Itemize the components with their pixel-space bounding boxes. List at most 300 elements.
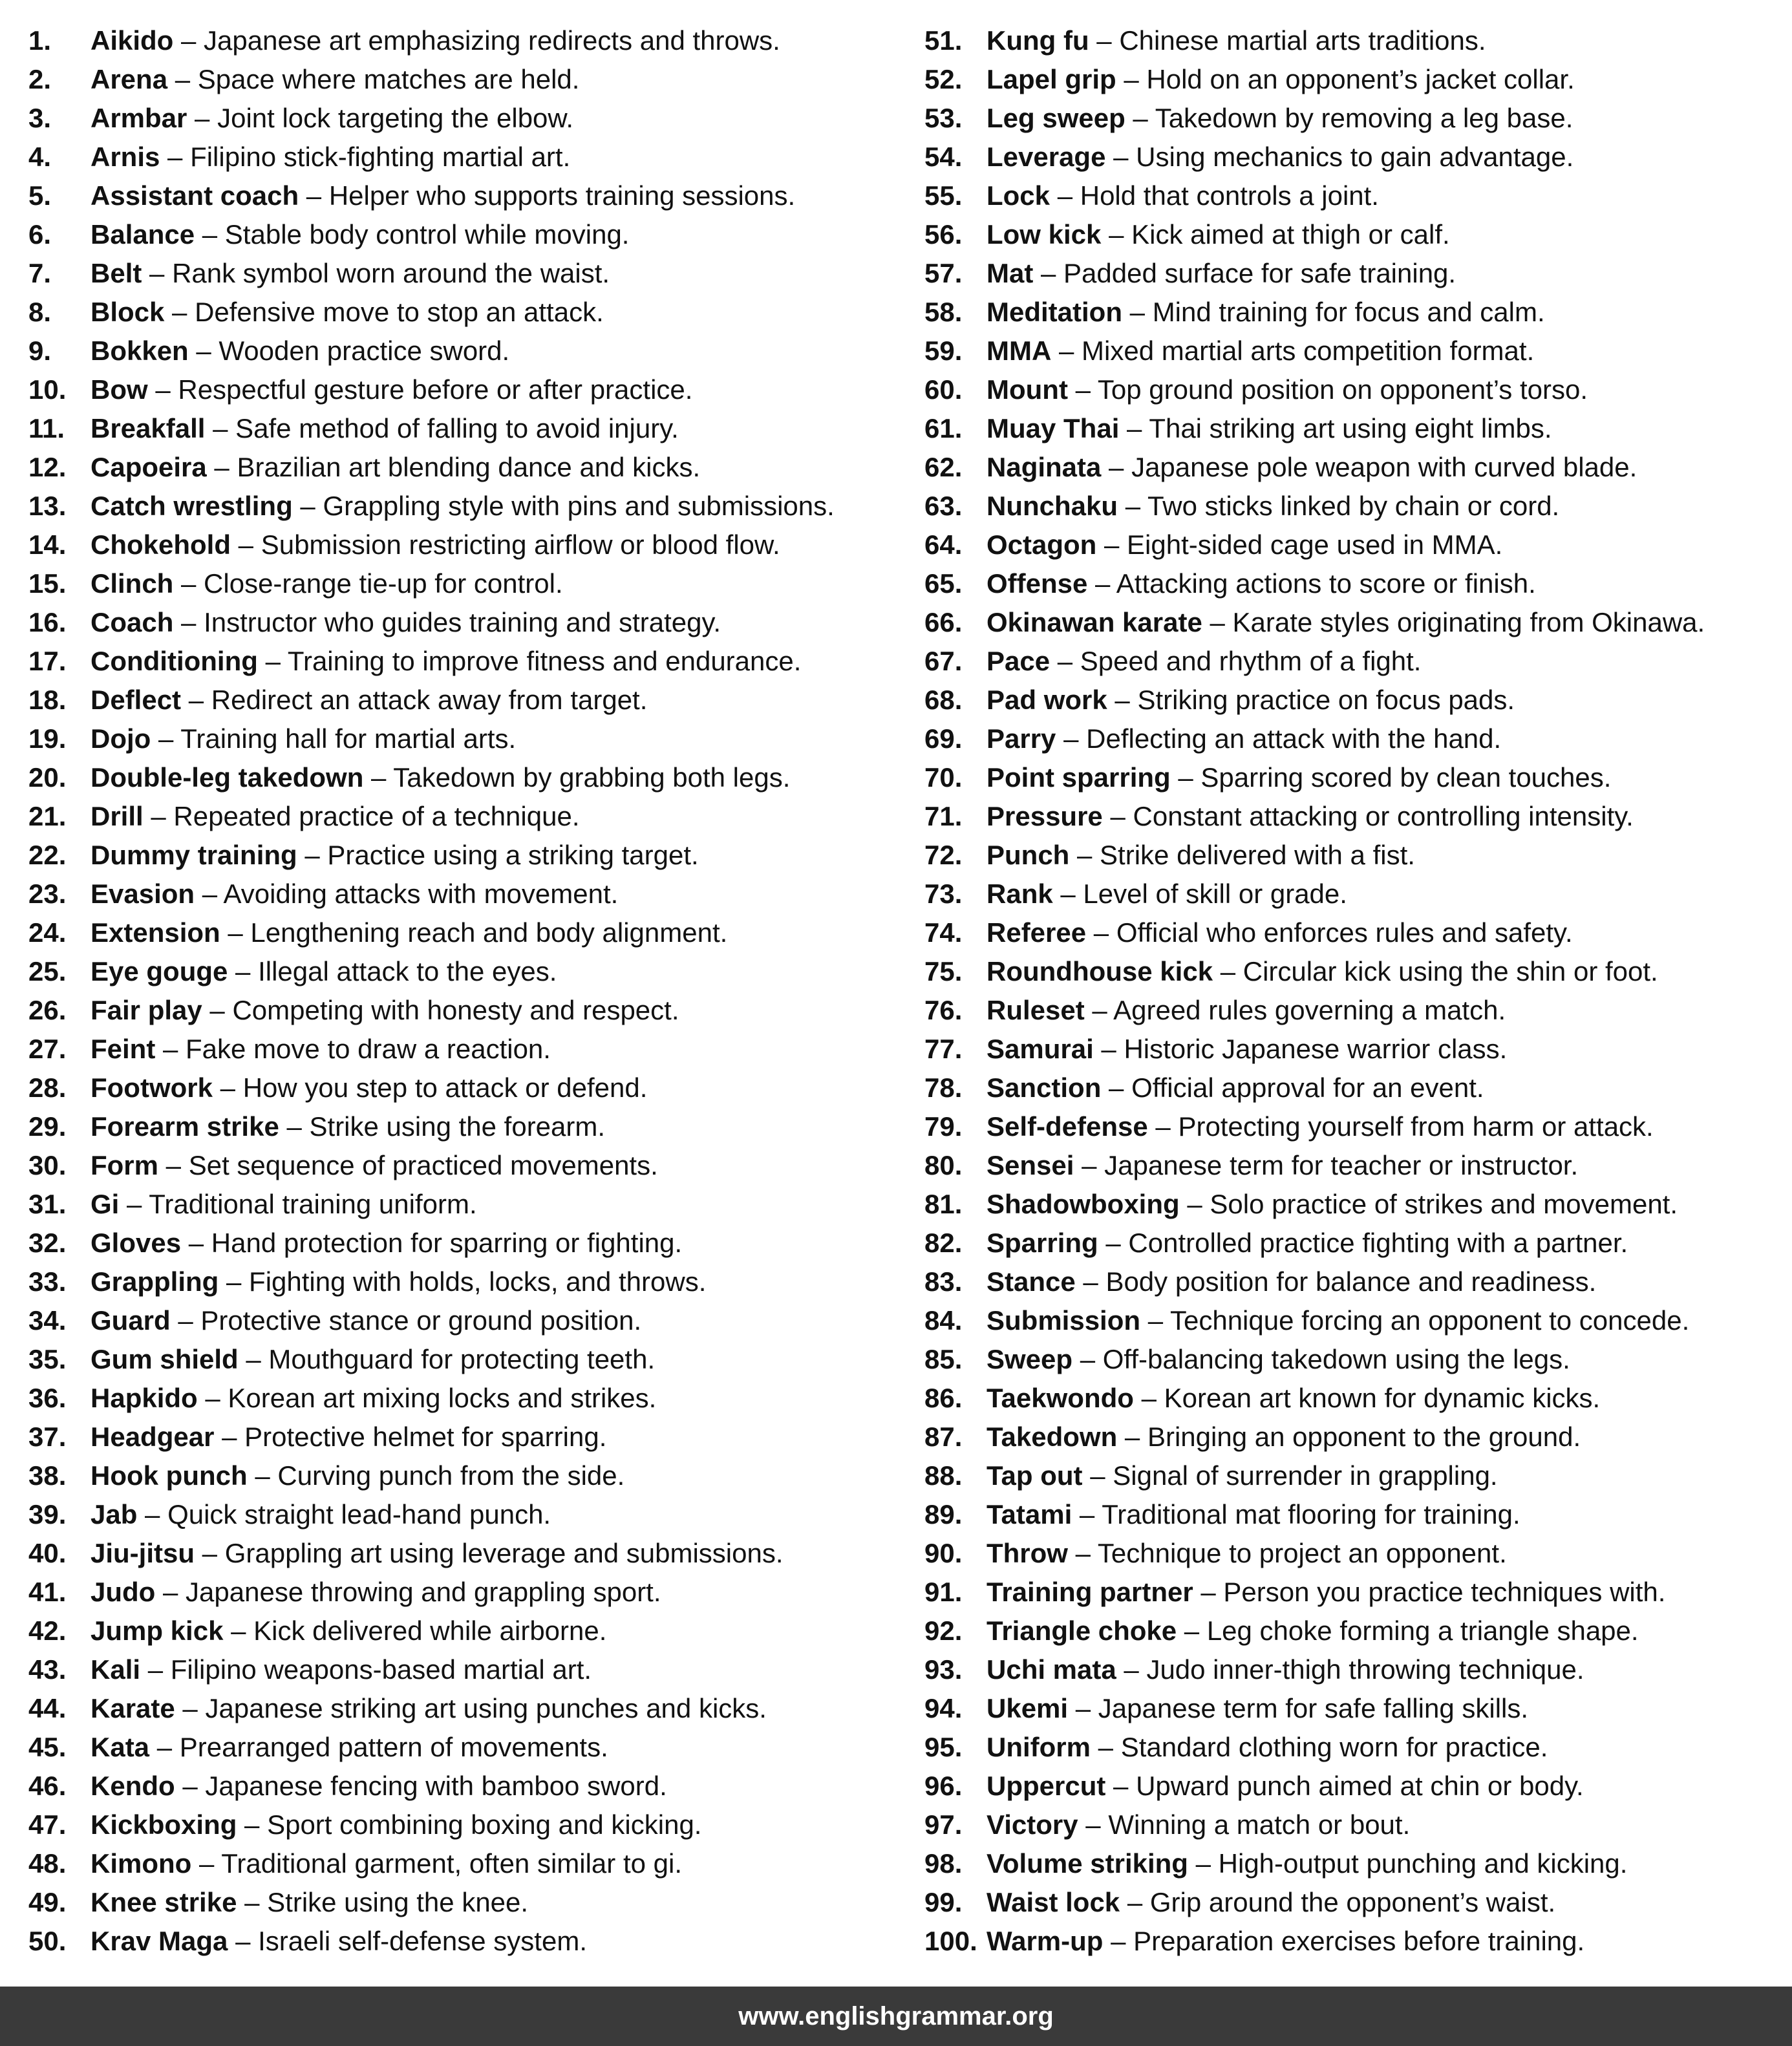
item-text — [987, 487, 1559, 526]
item-text — [91, 1340, 655, 1379]
item-text — [91, 1573, 661, 1612]
item-text — [987, 215, 1450, 254]
list-item — [924, 1224, 1778, 1263]
list-item — [924, 370, 1778, 409]
item-text — [91, 1534, 784, 1573]
list-item — [924, 913, 1778, 952]
item-text — [987, 1534, 1507, 1573]
term-separator: – — [155, 1577, 186, 1607]
item-number: 28. — [28, 1072, 67, 1103]
term-separator: – — [147, 374, 178, 405]
term-name: Clinch — [91, 568, 174, 599]
item-text — [987, 564, 1536, 603]
term-separator: – — [119, 1189, 149, 1219]
term-definition: Official approval for an event. — [1131, 1072, 1484, 1103]
list-item — [28, 448, 895, 487]
term-name: Mount — [987, 374, 1068, 405]
list-item — [28, 1806, 895, 1844]
term-name: Headgear — [91, 1422, 215, 1452]
term-name: Jiu-jitsu — [91, 1538, 195, 1568]
item-text — [91, 215, 629, 254]
item-text — [987, 913, 1573, 952]
item-text — [987, 952, 1658, 991]
item-number: 90. — [924, 1538, 963, 1568]
item-number: 87. — [924, 1422, 963, 1452]
term-name: Evasion — [91, 879, 195, 909]
term-definition: Repeated practice of a technique. — [173, 801, 580, 831]
term-definition: Stable body control while moving. — [224, 219, 630, 250]
term-separator: – — [219, 1266, 250, 1297]
term-separator: – — [155, 1034, 186, 1064]
term-name: Pressure — [987, 801, 1103, 831]
term-definition: Agreed rules governing a match. — [1113, 995, 1506, 1025]
item-number: 29. — [28, 1111, 67, 1142]
item-number: 37. — [28, 1422, 67, 1452]
item-text — [91, 1185, 477, 1224]
item-number: 84. — [924, 1305, 963, 1336]
item-number: 51. — [924, 25, 963, 56]
list-item — [28, 1883, 895, 1922]
item-number: 49. — [28, 1887, 67, 1917]
item-number: 96. — [924, 1771, 963, 1801]
term-definition: Safe method of falling to avoid injury. — [235, 413, 679, 443]
term-definition: How you step to attack or defend. — [242, 1072, 648, 1103]
term-name: Self-defense — [987, 1111, 1148, 1142]
item-text — [91, 1030, 551, 1069]
term-definition: Wooden practice sword. — [219, 336, 510, 366]
item-number: 55. — [924, 180, 963, 211]
term-separator: – — [1096, 529, 1127, 560]
list-item — [28, 138, 895, 176]
term-separator: – — [1091, 1732, 1121, 1762]
list-item — [28, 564, 895, 603]
footer-website: www.englishgrammar.org — [738, 2002, 1054, 2030]
term-name: Punch — [987, 840, 1070, 870]
item-text — [91, 1456, 624, 1495]
term-separator: – — [206, 452, 237, 482]
term-name: Form — [91, 1150, 158, 1180]
term-name: Gloves — [91, 1228, 182, 1258]
list-item — [924, 1107, 1778, 1146]
term-definition: Grappling art using leverage and submissions. — [224, 1538, 784, 1568]
item-text — [987, 1030, 1507, 1069]
item-number: 41. — [28, 1577, 67, 1607]
term-definition: Redirect an attack away from target. — [211, 685, 648, 715]
term-separator: – — [1033, 258, 1064, 288]
term-definition: Body position for balance and readiness. — [1105, 1266, 1597, 1297]
term-name: Coach — [91, 607, 174, 637]
item-number: 77. — [924, 1034, 963, 1064]
term-separator: – — [1098, 1228, 1129, 1258]
term-separator: – — [1068, 1693, 1098, 1723]
term-definition: Traditional training uniform. — [149, 1189, 477, 1219]
term-definition: Bringing an opponent to the ground. — [1147, 1422, 1581, 1452]
list-item — [924, 409, 1778, 448]
list-item — [924, 1030, 1778, 1069]
term-separator: – — [137, 1499, 168, 1529]
term-name: Kimono — [91, 1848, 192, 1879]
list-item — [924, 1185, 1778, 1224]
term-definition: Off-balancing takedown using the legs. — [1102, 1344, 1570, 1374]
term-separator: – — [1177, 1615, 1207, 1646]
list-item — [28, 332, 895, 370]
term-separator: – — [363, 762, 394, 793]
term-separator: – — [167, 64, 198, 94]
term-definition: Set sequence of practiced movements. — [188, 1150, 658, 1180]
item-text — [987, 99, 1573, 138]
term-definition: Deflecting an attack with the hand. — [1086, 723, 1502, 754]
term-name: Feint — [91, 1034, 156, 1064]
term-definition: Traditional garment, often similar to gi. — [221, 1848, 682, 1879]
item-text — [91, 797, 579, 836]
item-text — [987, 138, 1573, 176]
term-definition: Winning a match or bout. — [1108, 1809, 1411, 1840]
term-name: Grappling — [91, 1266, 219, 1297]
term-separator: – — [1101, 452, 1132, 482]
item-text — [91, 332, 509, 370]
item-number: 4. — [28, 142, 52, 172]
term-name: Balance — [91, 219, 195, 250]
list-item — [924, 1418, 1778, 1456]
item-number: 80. — [924, 1150, 963, 1180]
term-name: Belt — [91, 258, 142, 288]
term-name: Block — [91, 297, 165, 327]
term-definition: Strike using the forearm. — [309, 1111, 606, 1142]
item-number: 13. — [28, 491, 67, 521]
list-item — [924, 1146, 1778, 1185]
term-definition: Defensive move to stop an attack. — [195, 297, 604, 327]
term-definition: Training hall for martial arts. — [180, 723, 517, 754]
item-text — [91, 370, 692, 409]
list-item — [924, 1612, 1778, 1650]
term-separator: – — [1202, 607, 1233, 637]
term-separator: – — [1147, 1111, 1179, 1142]
term-separator: – — [1078, 1809, 1109, 1840]
item-number: 85. — [924, 1344, 963, 1374]
term-separator: – — [1074, 1150, 1105, 1180]
term-definition: Mind training for focus and calm. — [1152, 297, 1545, 327]
term-definition: Hold on an opponent’s jacket collar. — [1146, 64, 1575, 94]
item-text — [91, 60, 579, 99]
term-separator: – — [1122, 297, 1153, 327]
item-number: 26. — [28, 995, 67, 1025]
list-item — [924, 215, 1778, 254]
item-text — [987, 332, 1534, 370]
term-definition: Curving punch from the side. — [277, 1460, 625, 1491]
item-number: 9. — [28, 336, 52, 366]
item-text — [987, 603, 1705, 642]
item-text — [91, 758, 790, 797]
list-item — [924, 642, 1778, 681]
term-definition: Attacking actions to score or finish. — [1116, 568, 1536, 599]
item-text — [987, 642, 1421, 681]
term-list-right — [924, 21, 1778, 1961]
item-number: 74. — [924, 917, 963, 948]
item-number: 56. — [924, 219, 963, 250]
term-separator: – — [197, 1383, 228, 1413]
item-number: 19. — [28, 723, 67, 754]
item-text — [91, 603, 721, 642]
item-text — [987, 60, 1575, 99]
item-number: 72. — [924, 840, 963, 870]
list-item — [924, 332, 1778, 370]
item-text — [91, 1379, 656, 1418]
list-item — [28, 681, 895, 719]
item-text — [91, 913, 727, 952]
item-number: 30. — [28, 1150, 67, 1180]
term-name: Waist lock — [987, 1887, 1120, 1917]
term-definition: Training to improve fitness and endurance. — [287, 646, 802, 676]
item-number: 98. — [924, 1848, 963, 1879]
term-name: Leverage — [987, 142, 1106, 172]
term-definition: Padded surface for safe training. — [1063, 258, 1456, 288]
term-separator: – — [231, 529, 261, 560]
item-number: 88. — [924, 1460, 963, 1491]
item-number: 91. — [924, 1577, 963, 1607]
term-separator: – — [1103, 1926, 1134, 1956]
term-definition: Rank symbol worn around the waist. — [172, 258, 610, 288]
item-number: 78. — [924, 1072, 963, 1103]
item-number: 11. — [28, 413, 65, 443]
term-name: Offense — [987, 568, 1088, 599]
item-text — [987, 1107, 1654, 1146]
term-definition: Grip around the opponent’s waist. — [1149, 1887, 1556, 1917]
item-number: 47. — [28, 1809, 67, 1840]
term-separator: – — [228, 956, 259, 986]
item-number: 75. — [924, 956, 963, 986]
term-name: Breakfall — [91, 413, 206, 443]
term-name: Nunchaku — [987, 491, 1118, 521]
list-item — [28, 370, 895, 409]
list-item — [28, 215, 895, 254]
item-number: 53. — [924, 103, 963, 133]
item-number: 79. — [924, 1111, 963, 1142]
term-name: Hook punch — [91, 1460, 248, 1491]
term-name: Double-leg takedown — [91, 762, 364, 793]
term-definition: Mixed martial arts competition format. — [1082, 336, 1535, 366]
term-definition: Joint lock targeting the elbow. — [217, 103, 574, 133]
list-item — [28, 293, 895, 332]
item-number: 6. — [28, 219, 52, 250]
list-item — [924, 991, 1778, 1030]
item-number: 40. — [28, 1538, 67, 1568]
term-name: Tap out — [987, 1460, 1083, 1491]
term-name: Ruleset — [987, 995, 1085, 1025]
item-text — [987, 1922, 1584, 1961]
list-item — [924, 21, 1778, 60]
term-name: Arnis — [91, 142, 160, 172]
term-name: Capoeira — [91, 452, 207, 482]
term-name: Mat — [987, 258, 1034, 288]
list-item — [924, 1069, 1778, 1107]
term-definition: Filipino weapons-based martial art. — [170, 1654, 592, 1685]
term-separator: – — [1125, 103, 1155, 133]
list-item — [28, 991, 895, 1030]
term-separator: – — [247, 1460, 278, 1491]
item-text — [91, 642, 801, 681]
term-definition: Helper who supports training sessions. — [328, 180, 796, 211]
term-name: Judo — [91, 1577, 156, 1607]
item-number: 34. — [28, 1305, 67, 1336]
list-item — [924, 1534, 1778, 1573]
item-number: 97. — [924, 1809, 963, 1840]
item-text — [987, 1650, 1584, 1689]
term-separator: – — [158, 1150, 189, 1180]
term-name: Shadowboxing — [987, 1189, 1180, 1219]
term-separator: – — [151, 723, 181, 754]
item-text — [91, 875, 618, 913]
item-number: 39. — [28, 1499, 67, 1529]
item-number: 38. — [28, 1460, 67, 1491]
item-text — [91, 952, 557, 991]
term-separator: – — [1050, 646, 1080, 676]
term-definition: Leg choke forming a triangle shape. — [1206, 1615, 1639, 1646]
term-definition: Official who enforces rules and safety. — [1116, 917, 1573, 948]
item-text — [987, 1728, 1548, 1767]
item-text — [987, 409, 1552, 448]
item-text — [91, 448, 700, 487]
item-text — [987, 448, 1637, 487]
term-definition: Protecting yourself from harm or attack. — [1178, 1111, 1654, 1142]
list-item — [28, 1224, 895, 1263]
item-number: 12. — [28, 452, 67, 482]
term-name: Meditation — [987, 297, 1122, 327]
term-separator: – — [297, 840, 328, 870]
item-text — [91, 836, 699, 875]
list-item — [28, 1030, 895, 1069]
term-name: Chokehold — [91, 529, 231, 560]
term-separator: – — [1116, 1654, 1147, 1685]
item-number: 71. — [924, 801, 963, 831]
item-number: 45. — [28, 1732, 67, 1762]
list-item — [924, 681, 1778, 719]
list-item — [28, 797, 895, 836]
list-item — [28, 1146, 895, 1185]
list-item — [28, 1573, 895, 1612]
item-number: 73. — [924, 879, 963, 909]
term-definition: Practice using a striking target. — [327, 840, 699, 870]
term-name: Samurai — [987, 1034, 1094, 1064]
term-separator: – — [1105, 142, 1136, 172]
list-item — [924, 719, 1778, 758]
term-definition: Avoiding attacks with movement. — [223, 879, 619, 909]
item-text — [987, 21, 1486, 60]
item-text — [987, 719, 1501, 758]
item-text — [91, 1301, 641, 1340]
term-definition: Japanese term for teacher or instructor. — [1104, 1150, 1579, 1180]
term-definition: Takedown by removing a leg base. — [1155, 103, 1573, 133]
item-number: 52. — [924, 64, 963, 94]
item-text — [987, 1573, 1665, 1612]
term-separator: – — [237, 1809, 268, 1840]
term-name: Conditioning — [91, 646, 258, 676]
list-item — [924, 1301, 1778, 1340]
term-name: Parry — [987, 723, 1056, 754]
list-item — [28, 1418, 895, 1456]
item-number: 23. — [28, 879, 67, 909]
item-number: 35. — [28, 1344, 67, 1374]
item-text — [91, 254, 610, 293]
item-number: 10. — [28, 374, 67, 405]
term-definition: Japanese striking art using punches and kicks. — [205, 1693, 767, 1723]
term-definition: Fake move to draw a reaction. — [186, 1034, 551, 1064]
term-separator: – — [175, 1693, 206, 1723]
item-number: 82. — [924, 1228, 963, 1258]
term-name: Bow — [91, 374, 148, 405]
term-definition: Korean art known for dynamic kicks. — [1164, 1383, 1601, 1413]
list-item — [28, 1185, 895, 1224]
term-separator: – — [173, 568, 204, 599]
list-item — [28, 836, 895, 875]
list-item — [924, 1573, 1778, 1612]
item-text — [91, 176, 795, 215]
item-number: 54. — [924, 142, 963, 172]
term-name: Triangle choke — [987, 1615, 1177, 1646]
list-item — [28, 1301, 895, 1340]
item-text — [987, 1146, 1578, 1185]
term-definition: Standard clothing worn for practice. — [1120, 1732, 1548, 1762]
item-number: 43. — [28, 1654, 67, 1685]
item-number: 18. — [28, 685, 67, 715]
item-number: 50. — [28, 1926, 67, 1956]
item-number: 67. — [924, 646, 963, 676]
term-name: Sensei — [987, 1150, 1074, 1180]
term-definition: Judo inner-thigh throwing technique. — [1146, 1654, 1584, 1685]
list-item — [924, 603, 1778, 642]
item-text — [987, 1301, 1689, 1340]
term-definition: Karate styles originating from Okinawa. — [1232, 607, 1705, 637]
item-text — [91, 1806, 701, 1844]
term-separator: – — [1170, 762, 1201, 793]
term-definition: Competing with honesty and respect. — [232, 995, 679, 1025]
term-definition: Traditional mat flooring for training. — [1102, 1499, 1520, 1529]
term-separator: – — [1093, 1034, 1124, 1064]
term-name: Extension — [91, 917, 220, 948]
list-item — [924, 1650, 1778, 1689]
term-separator: – — [1084, 995, 1114, 1025]
item-text — [987, 176, 1379, 215]
list-item — [28, 758, 895, 797]
item-text — [987, 293, 1545, 332]
item-text — [91, 991, 679, 1030]
item-number: 36. — [28, 1383, 67, 1413]
list-item — [28, 21, 895, 60]
item-text — [91, 1146, 658, 1185]
term-separator: – — [279, 1111, 310, 1142]
item-text — [987, 526, 1502, 564]
term-separator: – — [1107, 685, 1138, 715]
item-number: 81. — [924, 1189, 963, 1219]
term-name: Low kick — [987, 219, 1102, 250]
term-name: Deflect — [91, 685, 182, 715]
term-definition: Grappling style with pins and submissions. — [323, 491, 835, 521]
term-definition: Strike delivered with a fist. — [1100, 840, 1415, 870]
list-item — [924, 1883, 1778, 1922]
term-separator: – — [1179, 1189, 1210, 1219]
list-item — [28, 526, 895, 564]
item-number: 94. — [924, 1693, 963, 1723]
list-item — [28, 1844, 895, 1883]
item-number: 25. — [28, 956, 67, 986]
list-item — [28, 642, 895, 681]
list-item — [924, 487, 1778, 526]
list-item — [28, 1069, 895, 1107]
term-name: Point sparring — [987, 762, 1171, 793]
term-definition: Japanese art emphasizing redirects and throws. — [204, 25, 780, 56]
term-definition: Chinese martial arts traditions. — [1119, 25, 1486, 56]
term-definition: Israeli self-defense system. — [258, 1926, 587, 1956]
term-definition: Prearranged pattern of movements. — [179, 1732, 608, 1762]
